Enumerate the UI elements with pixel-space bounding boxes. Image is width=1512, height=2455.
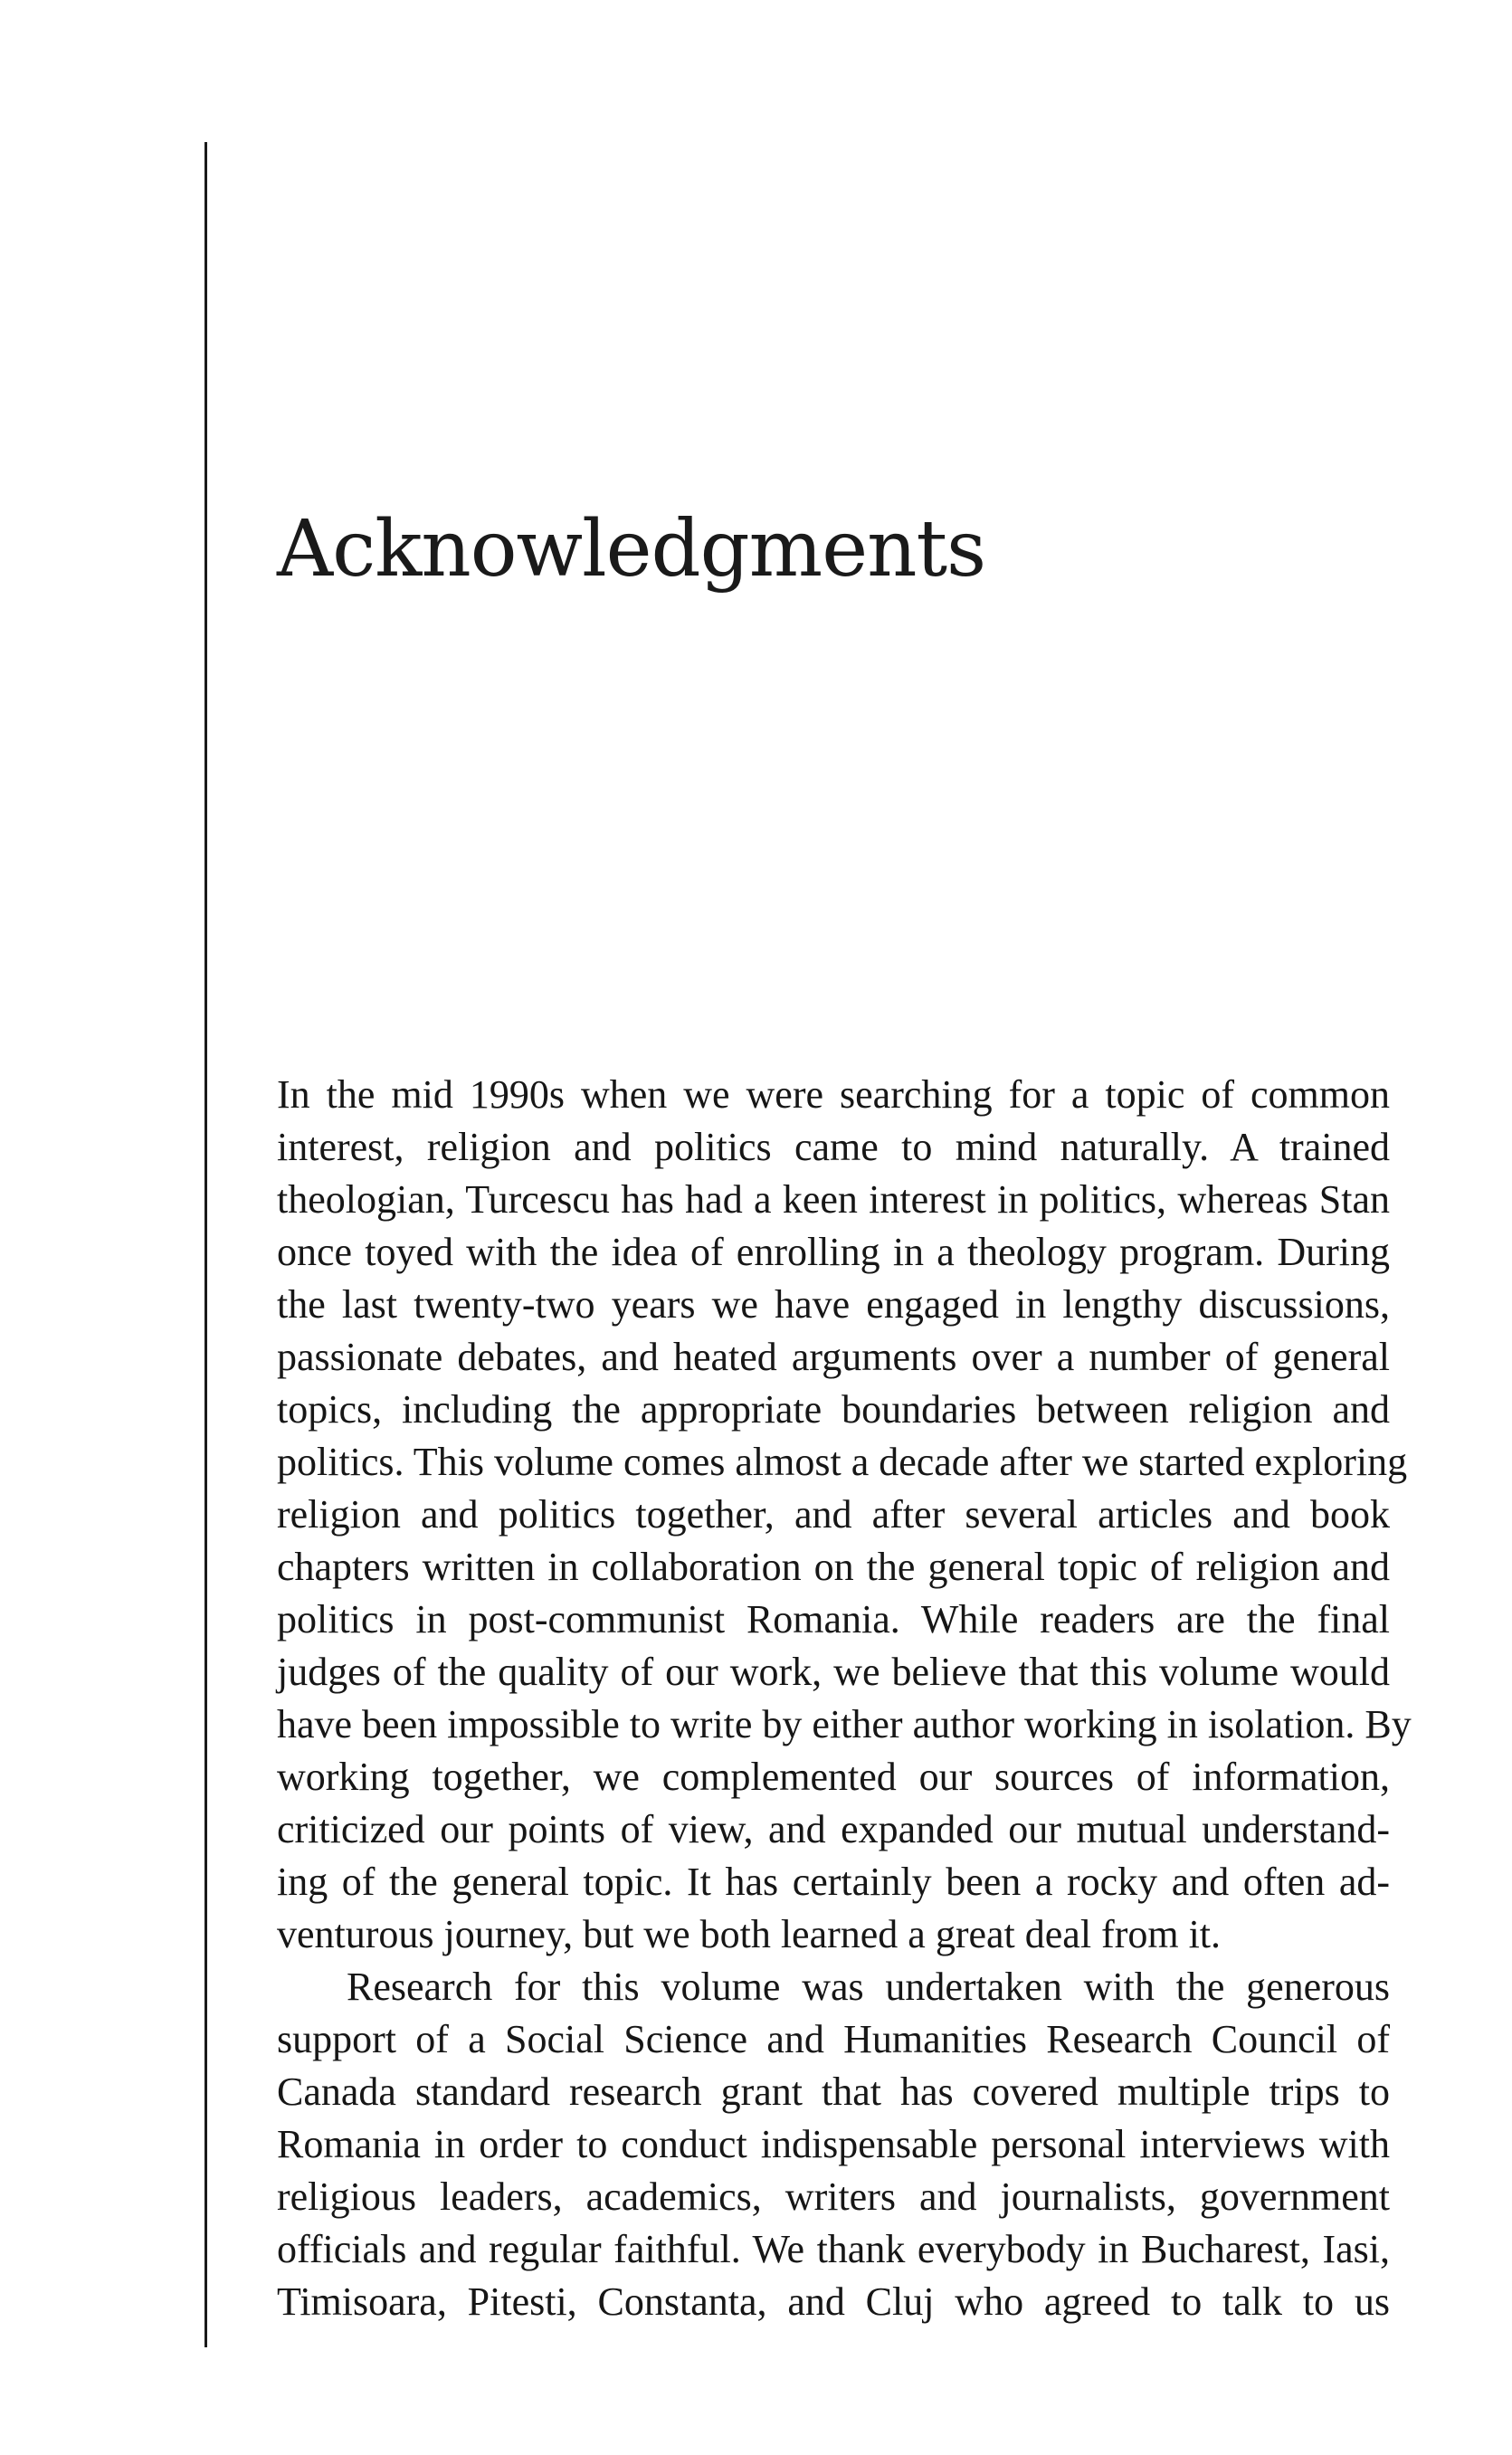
- text-line: ing of the general topic. It has certainly been a rocky and often ad-: [277, 1860, 1390, 1904]
- text-line: once toyed with the idea of enrolling in a theology program. During: [277, 1230, 1390, 1274]
- paragraph-2: [277, 1961, 1390, 2328]
- page-title: Acknowledgments: [277, 504, 986, 595]
- text-line: Research for this volume was undertaken with the generous: [347, 1965, 1390, 2009]
- text-line: chapters written in collaboration on the general topic of religion and: [277, 1545, 1390, 1589]
- text-line: judges of the quality of our work, we believe that this volume would: [277, 1650, 1390, 1694]
- text-line: interest, religion and politics came to mind naturally. A trained: [277, 1125, 1390, 1169]
- text-line: In the mid 1990s when we were searching for a topic of common: [277, 1072, 1390, 1117]
- text-line: religious leaders, academics, writers and journalists, government: [277, 2174, 1390, 2219]
- text-line: officials and regular faithful. We thank everybody in Bucharest, Iasi,: [277, 2227, 1390, 2271]
- text-line: Canada standard research grant that has covered multiple trips to: [277, 2070, 1390, 2114]
- text-line: venturous journey, but we both learned a great deal from it.: [277, 1912, 1222, 1956]
- text-line: the last twenty-two years we have engaged in lengthy discussions,: [277, 1282, 1390, 1327]
- text-line: Romania in order to conduct indispensable personal interviews with: [277, 2122, 1390, 2166]
- text-line: criticized our points of view, and expanded our mutual understand-: [277, 1807, 1390, 1851]
- text-line: working together, we complemented our sources of information,: [277, 1755, 1390, 1799]
- text-line: religion and politics together, and after several articles and book: [277, 1492, 1390, 1537]
- body-text: [277, 1069, 1412, 2328]
- text-line: theologian, Turcescu has had a keen interest in politics, whereas Stan: [277, 1177, 1390, 1222]
- text-line: support of a Social Science and Humanities Research Council of: [277, 2017, 1390, 2061]
- text-line: passionate debates, and heated arguments over a number of general: [277, 1335, 1390, 1379]
- text-line: politics in post-communist Romania. While readers are the final: [277, 1597, 1390, 1641]
- text-line: have been impossible to write by either author working in isolation. By: [277, 1702, 1412, 1746]
- text-line: topics, including the appropriate boundaries between religion and: [277, 1387, 1390, 1432]
- text-line: politics. This volume comes almost a decade after we started exploring: [277, 1440, 1408, 1484]
- margin-rule: [204, 142, 207, 2347]
- text-line: Timisoara, Pitesti, Constanta, and Cluj who agreed to talk to us: [277, 2279, 1390, 2324]
- paragraph-1: [277, 1069, 1412, 1961]
